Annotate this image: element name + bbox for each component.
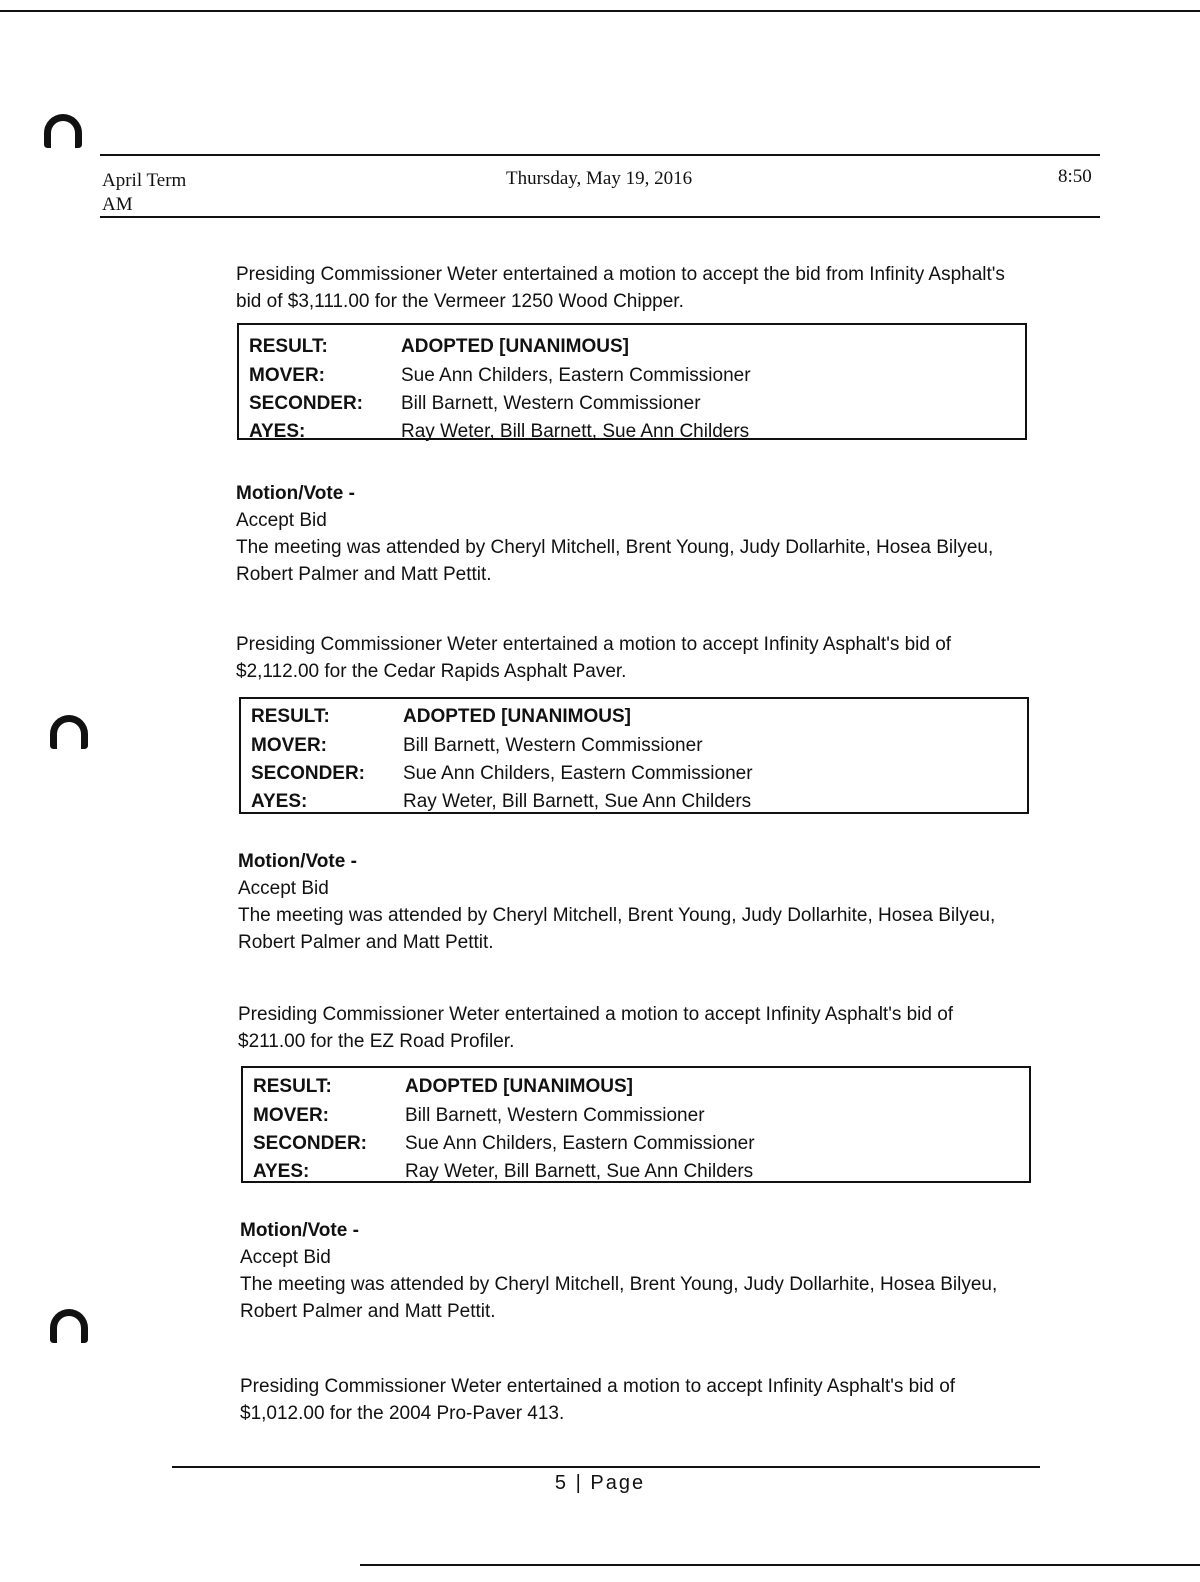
vote-result-row [251,702,1017,731]
bottom-scan-edge [360,1564,1200,1566]
attendance-text: The meeting was attended by Cheryl Mitchell, Brent Young, Judy Dollarhite, Hosea Bilyeu, Robert Palmer and Matt Pettit. [240,1274,998,1322]
header-bottom-rule [100,216,1100,218]
vote-mover-row [249,361,1015,390]
vote-result-row [253,1072,1019,1101]
page-number: 5 | Page [554,1472,646,1494]
motion-vote-action: Accept Bid [236,510,327,531]
motion-vote-heading: Motion/Vote - [238,851,357,872]
punch-hole-icon [44,114,82,148]
vote-mover-label: MOVER: [253,1105,329,1126]
vote-ayes-label: AYES: [251,791,308,812]
motion-text: Presiding Commissioner Weter entertained a motion to accept Infinity Asphalt's bid of $211.00 for the EZ Road Profiler. [238,1004,954,1052]
motion-vote-heading: Motion/Vote - [240,1220,359,1241]
vote-ayes-row [253,1157,1019,1186]
vote-ayes-row [249,417,1015,446]
vote-result-value: ADOPTED [UNANIMOUS] [401,336,629,357]
header-ampm: AM [102,194,133,215]
vote-ayes-label: AYES: [253,1161,310,1182]
vote-mover-label: MOVER: [249,365,325,386]
vote-table [239,697,1029,814]
header-top-rule [100,154,1100,156]
vote-seconder-label: SECONDER: [251,763,366,784]
vote-table [241,1066,1031,1183]
vote-seconder-row [249,389,1015,418]
top-scan-edge [0,10,1200,12]
attendance-text: The meeting was attended by Cheryl Mitchell, Brent Young, Judy Dollarhite, Hosea Bilyeu, Robert Palmer and Matt Pettit. [236,537,994,585]
vote-seconder-value: Sue Ann Childers, Eastern Commissioner [403,763,753,784]
punch-hole-icon [50,1309,88,1343]
vote-result-label: RESULT: [253,1076,332,1097]
vote-ayes-value: Ray Weter, Bill Barnett, Sue Ann Childers [405,1161,754,1182]
punch-hole-icon [50,715,88,749]
vote-result-row [249,332,1015,361]
vote-result-label: RESULT: [249,336,328,357]
vote-result-label: RESULT: [251,706,330,727]
motion-text: Presiding Commissioner Weter entertained a motion to accept Infinity Asphalt's bid of $2,112.00 for the Cedar Rapids Asphalt Paver. [236,634,952,682]
vote-mover-label: MOVER: [251,735,327,756]
vote-seconder-row [251,759,1017,788]
header-term: April Term [102,170,187,191]
motion-vote-block [238,848,1018,956]
vote-seconder-value: Bill Barnett, Western Commissioner [401,393,701,414]
vote-table [237,323,1027,440]
vote-mover-row [251,731,1017,760]
motion-vote-block [240,1217,1020,1325]
header-time: 8:50 [1058,166,1092,187]
vote-ayes-value: Ray Weter, Bill Barnett, Sue Ann Childers [403,791,752,812]
vote-mover-value: Bill Barnett, Western Commissioner [403,735,703,756]
motion-vote-heading: Motion/Vote - [236,483,355,504]
vote-mover-value: Bill Barnett, Western Commissioner [405,1105,705,1126]
header-date: Thursday, May 19, 2016 [506,168,693,189]
vote-mover-value: Sue Ann Childers, Eastern Commissioner [401,365,751,386]
vote-ayes-row [251,787,1017,816]
attendance-text: The meeting was attended by Cheryl Mitchell, Brent Young, Judy Dollarhite, Hosea Bilyeu, Robert Palmer and Matt Pettit. [238,905,996,953]
vote-seconder-label: SECONDER: [249,393,364,414]
motion-vote-action: Accept Bid [238,878,329,899]
motion-text: Presiding Commissioner Weter entertained a motion to accept the bid from Infinity Asphalt's bid of $3,111.00 for the Vermeer 1250 Wood Chipper. [236,264,1005,312]
vote-ayes-value: Ray Weter, Bill Barnett, Sue Ann Childers [401,421,750,442]
motion-text: Presiding Commissioner Weter entertained a motion to accept Infinity Asphalt's bid of $1,012.00 for the 2004 Pro-Paver 413. [240,1376,956,1424]
vote-seconder-value: Sue Ann Childers, Eastern Commissioner [405,1133,755,1154]
vote-result-value: ADOPTED [UNANIMOUS] [403,706,631,727]
vote-result-value: ADOPTED [UNANIMOUS] [405,1076,633,1097]
footer-rule [172,1466,1040,1468]
motion-vote-action: Accept Bid [240,1247,331,1268]
vote-seconder-label: SECONDER: [253,1133,368,1154]
motion-vote-block [236,480,1016,588]
vote-seconder-row [253,1129,1019,1158]
vote-ayes-label: AYES: [249,421,306,442]
vote-mover-row [253,1101,1019,1130]
